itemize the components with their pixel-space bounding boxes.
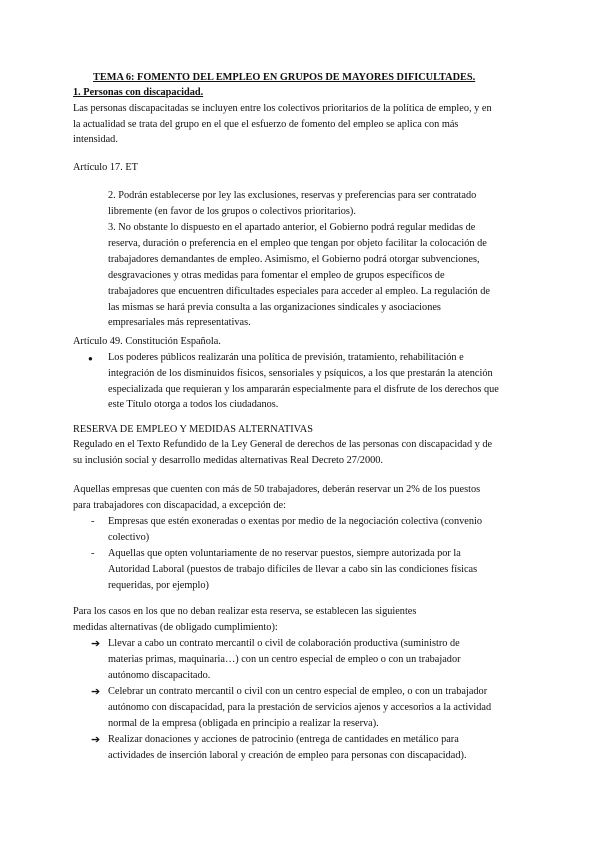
bullet-line: este Título otorga a todos los ciudadanos. — [108, 399, 279, 410]
paragraph-line: Las personas discapacitadas se incluyen entre los colectivos prioritarios de la política de empleo, y en — [73, 103, 492, 114]
bullet-line: Los poderes públicos realizarán una política de previsión, tratamiento, rehabilitación e — [108, 352, 464, 363]
dash-item-line: requeridas, por ejemplo) — [108, 580, 209, 591]
arrow-item-line: actividades de inserción laboral y creación de empleo para personas con discapacidad). — [108, 750, 467, 761]
reserva-heading: RESERVA DE EMPLEO Y MEDIDAS ALTERNATIVAS — [73, 424, 313, 435]
arrow-item-line: normal de la empresa (obligada en principio a realizar la reserva). — [108, 718, 379, 729]
dash-icon: - — [91, 548, 95, 559]
arrow-bullet-icon: ➔ — [91, 734, 101, 746]
paragraph-line: Regulado en el Texto Refundido de la Ley General de derechos de las personas con discapacidad y de — [73, 439, 493, 450]
paragraph-line: 2. Podrán establecerse por ley las exclusiones, reservas y preferencias para ser contratado — [108, 190, 477, 201]
document-title: TEMA 6: FOMENTO DEL EMPLEO EN GRUPOS DE MAYORES DIFICULTADES. — [93, 72, 476, 83]
arrow-item-line: Realizar donaciones y acciones de patrocinio (entrega de cantidades en metálico para — [108, 734, 459, 745]
paragraph-line: Aquellas empresas que cuenten con más de 50 trabajadores, deberán reservar un 2% de los puestos — [73, 484, 481, 495]
paragraph-line: intensidad. — [73, 134, 118, 145]
arrow-item-line: Celebrar un contrato mercantil o civil con un centro especial de empleo, o con un trabajador — [108, 686, 488, 697]
bullet-line: especializada que requieran y los ampararán especialmente para el disfrute de los derechos que — [108, 384, 499, 395]
article-49-heading: Artículo 49. Constitución Española. — [73, 336, 221, 347]
article-17-heading: Artículo 17. ET — [73, 162, 138, 173]
paragraph-line: Para los casos en los que no deban realizar esta reserva, se establecen las siguientes — [73, 606, 417, 617]
paragraph-line: trabajadores demandantes de empleo. Asimismo, el Gobierno podrá otorgar subvenciones, — [108, 254, 480, 265]
bullet-icon: ● — [88, 354, 93, 363]
paragraph-line: medidas alternativas (de obligado cumplimiento): — [73, 622, 278, 633]
paragraph-line: su inclusión social y desarrollo medidas alternativas Real Decreto 27/2000. — [73, 455, 383, 466]
arrow-bullet-icon: ➔ — [91, 638, 101, 650]
arrow-item-line: Llevar a cabo un contrato mercantil o civil de colaboración productiva (suministro de — [108, 638, 460, 649]
arrow-item-line: materias primas, maquinaria…) con un centro especial de empleo o con un trabajador — [108, 654, 461, 665]
paragraph-line: libremente (en favor de los grupos o colectivos prioritarios). — [108, 206, 356, 217]
bullet-line: integración de los disminuidos físicos, sensoriales y psíquicos, a los que prestarán la atención — [108, 368, 493, 379]
arrow-item-line: autónomo discapacitado. — [108, 670, 211, 681]
paragraph-line: desgravaciones y otras medidas para fomentar el empleo de grupos específicos de — [108, 270, 445, 281]
dash-item-line: Autoridad Laboral (puestos de trabajo difíciles de llevar a cabo sin las condiciones físicas — [108, 564, 478, 575]
paragraph-line: empresariales más representativas. — [108, 317, 251, 328]
paragraph-line: 3. No obstante lo dispuesto en el apartado anterior, el Gobierno podrá regular medidas de — [108, 222, 476, 233]
paragraph-line: trabajadores que encuentren dificultades especiales para acceder al empleo. La regulación de — [108, 286, 490, 297]
dash-item-line: Empresas que estén exoneradas o exentas por medio de la negociación colectiva (convenio — [108, 516, 482, 527]
section-heading-discapacidad: 1. Personas con discapacidad. — [73, 87, 204, 98]
dash-item-line: colectivo) — [108, 532, 150, 543]
arrow-item-line: autónomo con discapacidad, para la prestación de servicios ajenos y accesorios a la actividad — [108, 702, 492, 713]
dash-icon: - — [91, 516, 95, 527]
paragraph-line: reserva, duración o preferencia en el empleo que tengan por objeto facilitar la colocación de — [108, 238, 487, 249]
paragraph-line: la actualidad se trata del grupo en el que el esfuerzo de fomento del empleo se aplica con más — [73, 119, 459, 130]
arrow-bullet-icon: ➔ — [91, 686, 101, 698]
paragraph-line: para trabajadores con discapacidad, a excepción de: — [73, 500, 286, 511]
dash-item-line: Aquellas que opten voluntariamente de no reservar puestos, siempre autorizada por la — [108, 548, 461, 559]
paragraph-line: las mismas se hará previa consulta a las organizaciones sindicales y asociaciones — [108, 302, 441, 313]
